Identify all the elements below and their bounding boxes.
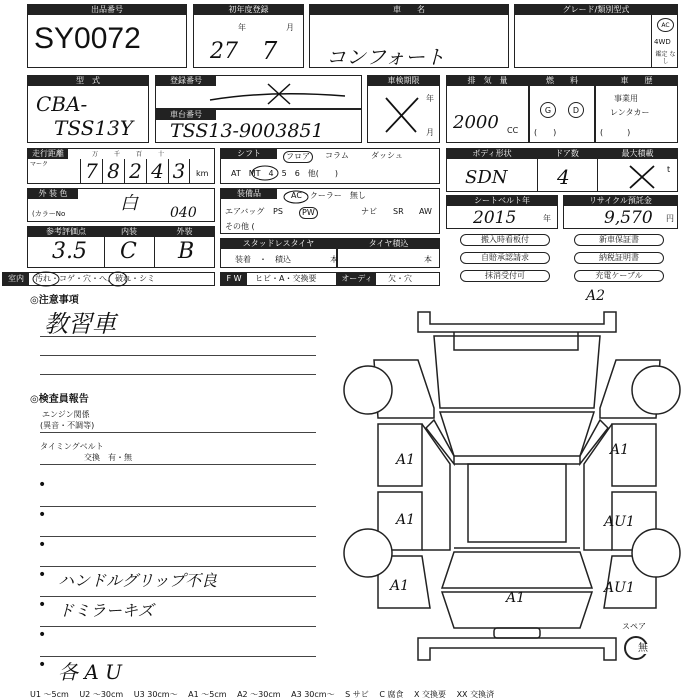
bullet-item: • <box>36 538 318 568</box>
fw-text: ヒビ・A・交換要 <box>255 274 317 283</box>
damage-mark-front: A2 <box>586 288 606 304</box>
history-header: 車 歴 <box>596 76 677 86</box>
shift-option-column: コラム <box>325 151 349 160</box>
inspection-unit-year: 年 <box>426 94 434 103</box>
badge-group <box>446 232 678 284</box>
exterior-header: 外装 <box>154 227 215 237</box>
score-box <box>27 226 215 268</box>
car-name-value: コンフォート <box>326 45 445 69</box>
engine-sub: (異音・不調等) <box>40 421 95 430</box>
studless-header: スタッドレスタイヤ <box>221 239 336 249</box>
tire-load-header: タイヤ積込 <box>338 239 439 249</box>
bullet-item: • <box>36 628 318 658</box>
grade-option-col <box>651 15 678 68</box>
recycle-header: リサイクル預託金 <box>564 196 677 206</box>
badge-new-warranty: 新車保証書 <box>574 234 664 246</box>
lot-value: SY0072 <box>34 22 141 55</box>
badge-insurance: 自賠承認請求 <box>460 252 550 264</box>
bullet-item: • 各 A U <box>38 657 123 684</box>
color-code: 040 <box>170 205 197 221</box>
legend-item: C 腐食 <box>379 690 404 699</box>
bullet-text: ドミラーキズ <box>58 601 154 620</box>
audio-box <box>337 272 440 295</box>
model-value-line2: TSS13Y <box>54 116 134 140</box>
body-box <box>446 148 678 192</box>
damage-mark-trunk: A1 <box>506 590 526 606</box>
first-reg-unit-month: 月 <box>286 23 294 32</box>
mileage-scale-100: 百 <box>136 151 143 158</box>
damage-mark-right-quarter: AU1 <box>604 580 635 596</box>
grade-header: グレード/類別型式 <box>515 5 677 15</box>
damage-mark-right-front: A1 <box>610 442 630 458</box>
engine-label: エンジン関係 <box>42 410 90 419</box>
mileage-digit: 8 <box>102 159 124 183</box>
audio-label: オーディオ <box>338 273 376 285</box>
inspection-box <box>367 75 440 143</box>
inspection-header: 車検期限 <box>368 76 439 86</box>
damage-mark-left-quarter: A1 <box>390 578 410 594</box>
car-name-box <box>309 4 509 68</box>
studless-count-unit: 本 <box>330 255 338 264</box>
first-reg-year: 27 <box>210 39 238 64</box>
recycle-value: 9,570 <box>604 208 653 228</box>
equipment-aw: AW <box>419 207 432 216</box>
displacement-unit: CC <box>507 126 519 135</box>
seatbelt-box <box>446 195 558 229</box>
grade-4wd: 4WD <box>654 38 671 46</box>
history-paren: ( ) <box>600 128 631 137</box>
legend-item: X 交換要 <box>414 690 447 699</box>
legend-item: U2 〜30cm <box>79 690 124 699</box>
mileage-digit: 2 <box>124 159 146 183</box>
badge-tax-cert: 納税証明書 <box>574 252 664 264</box>
history-option-rental: レンタカー <box>610 108 650 117</box>
recycle-unit: 円 <box>666 214 674 223</box>
mileage-header: 走行距離 <box>28 149 68 159</box>
damage-mark-left-rear: A1 <box>396 512 416 528</box>
body-header: ボディ形状 <box>447 149 537 159</box>
first-reg-unit-year: 年 <box>238 23 246 32</box>
history-option-business: 事業用 <box>614 94 638 103</box>
recycle-box <box>563 195 678 229</box>
score-divider <box>154 237 155 268</box>
mileage-scale-10k: 万 <box>92 151 99 158</box>
mileage-unit: km <box>196 169 209 178</box>
equipment-ps: PS <box>273 207 283 216</box>
fuel-header: 燃 料 <box>530 76 594 86</box>
equipment-navi: ナビ <box>361 207 377 216</box>
fuel-option-d: D <box>568 102 584 118</box>
body-value: SDN <box>465 167 508 188</box>
equipment-sr: SR <box>393 207 404 216</box>
score-header: 参考評価点 <box>28 227 104 237</box>
badge-deregistration: 抹消受付可 <box>460 270 550 282</box>
interior-notes-box <box>2 272 215 286</box>
model-header: 型 式 <box>28 76 148 86</box>
score-divider <box>104 237 105 268</box>
inspector-header: ◎検査員報告 <box>30 394 89 405</box>
bullet-text: ハンドルグリップ不良 <box>58 571 218 590</box>
car-diagram <box>330 288 700 688</box>
chassis-value: TSS13-9003851 <box>170 120 324 142</box>
legend-item: A2 〜30cm <box>237 690 281 699</box>
grade-box <box>514 4 678 68</box>
bullet-text: 各 A U <box>58 660 123 684</box>
bullet-list <box>36 478 318 688</box>
chassis-box <box>155 109 362 143</box>
interior-notes-text: 汚れ・コゲ・穴・へ、破れ・シミ <box>35 274 155 283</box>
studless-options: 装着 ・ 積込 <box>235 255 291 264</box>
car-name-header: 車 名 <box>310 5 508 15</box>
fuel-box <box>529 75 595 143</box>
bullet-item: • <box>36 508 318 538</box>
doors-header: ドア数 <box>537 149 597 159</box>
spare-value: 無 <box>638 643 648 654</box>
timing-value: 交換 有・無 <box>84 453 132 462</box>
badge-tow-sign: 搬入時看板付 <box>460 234 550 246</box>
bullet-item: • ドミラーキズ <box>36 598 318 628</box>
spare-label: スペア <box>622 622 646 631</box>
notes-header: ◎注意事項 <box>30 295 79 306</box>
legend-item: U3 30cm〜 <box>133 690 178 699</box>
capacity-unit: t <box>667 165 671 174</box>
reg-no-header: 登録番号 <box>156 76 216 86</box>
equipment-header: 装備品 <box>221 189 277 199</box>
legend-item: S サビ <box>345 690 369 699</box>
displacement-box <box>446 75 529 143</box>
equipment-other: その他 ( <box>225 222 255 231</box>
fw-box <box>220 272 337 286</box>
first-reg-box <box>193 4 304 68</box>
mileage-digit: 3 <box>168 159 190 183</box>
mileage-scale-1k: 千 <box>114 151 121 158</box>
bullet-item: • ハンドルグリップ不良 <box>36 568 318 598</box>
lot-header: 出品番号 <box>28 5 186 15</box>
color-header: 外 装 色 <box>28 189 78 199</box>
legend-item: XX 交換済 <box>456 690 495 699</box>
lot-box <box>27 4 187 68</box>
equipment-airbag: エアバッグ <box>225 207 265 216</box>
notes-line <box>40 336 316 337</box>
body-divider <box>537 159 538 192</box>
exterior-value: B <box>178 239 195 264</box>
fuel-option-g: G <box>540 102 556 118</box>
audio-text: 欠・穴 <box>388 274 412 283</box>
reg-no-box <box>155 75 362 109</box>
equipment-pw: PW <box>299 207 318 219</box>
first-reg-month: 7 <box>262 37 278 65</box>
notes-line <box>40 374 316 375</box>
seatbelt-header: シートベルト年 <box>447 196 557 206</box>
shift-option-dash: ダッシュ <box>371 151 403 160</box>
shift-option-floor: フロア <box>283 151 313 163</box>
notes-line <box>40 355 316 356</box>
first-reg-header: 初年度登録 <box>194 5 303 15</box>
displacement-header: 排 気 量 <box>447 76 528 86</box>
score-value: 3.5 <box>52 239 87 264</box>
badge-charge-cable: 充電ケーブル <box>574 270 664 282</box>
doors-value: 4 <box>557 165 570 189</box>
grade-cert: 鑑定 なし <box>655 51 676 65</box>
capacity-header: 最大積載 <box>597 149 678 159</box>
fuel-paren: ( ) <box>534 128 557 137</box>
mileage-digit: 7 <box>80 159 102 183</box>
tire-load-unit: 本 <box>424 255 432 264</box>
equipment-row1: AC クーラー 無し <box>291 191 366 200</box>
notes-text: 教習車 <box>44 310 116 338</box>
seatbelt-value: 2015 <box>473 208 517 228</box>
studless-count-box <box>330 238 440 268</box>
studless-box <box>220 238 337 268</box>
engine-line <box>40 432 316 433</box>
mileage-scale-10: 十 <box>158 151 165 158</box>
legend-item: U1 〜5cm <box>30 690 69 699</box>
interior-value: C <box>120 239 137 264</box>
body-divider <box>597 159 598 192</box>
model-box <box>27 75 149 143</box>
seatbelt-unit: 年 <box>543 214 551 223</box>
spare-box <box>616 620 668 672</box>
mileage-digit: 4 <box>146 159 168 183</box>
history-box <box>595 75 678 143</box>
interior-header: 内装 <box>104 227 154 237</box>
fw-label: F W <box>221 273 247 285</box>
equipment-box <box>220 188 440 234</box>
bullet-item: • <box>36 478 318 508</box>
shift-box <box>220 148 440 184</box>
mileage-mark-label: マーク <box>30 161 49 168</box>
timing-label: タイミングベルト <box>40 442 104 451</box>
timing-line <box>40 464 316 465</box>
color-no-label: (カラーNo <box>32 210 66 218</box>
legend-item: A1 〜5cm <box>188 690 227 699</box>
color-value: 白 <box>120 193 138 214</box>
model-value-line1: CBA- <box>36 92 88 116</box>
legend-bar <box>30 690 700 700</box>
displacement-value: 2000 <box>453 112 499 133</box>
damage-mark-left-front: A1 <box>396 452 416 468</box>
shift-header: シフト <box>221 149 277 159</box>
legend-item: A3 30cm〜 <box>291 690 335 699</box>
chassis-header: 車台番号 <box>156 110 216 120</box>
interior-notes-label: 室内 <box>3 273 29 285</box>
color-box <box>27 188 215 222</box>
shift-row2: AT MT 4 5 6 他( ) <box>231 169 339 178</box>
mileage-box <box>27 148 215 184</box>
grade-ac-icon: AC <box>657 18 674 32</box>
damage-mark-right-rear: AU1 <box>604 514 635 530</box>
inspection-unit-month: 月 <box>426 128 434 137</box>
